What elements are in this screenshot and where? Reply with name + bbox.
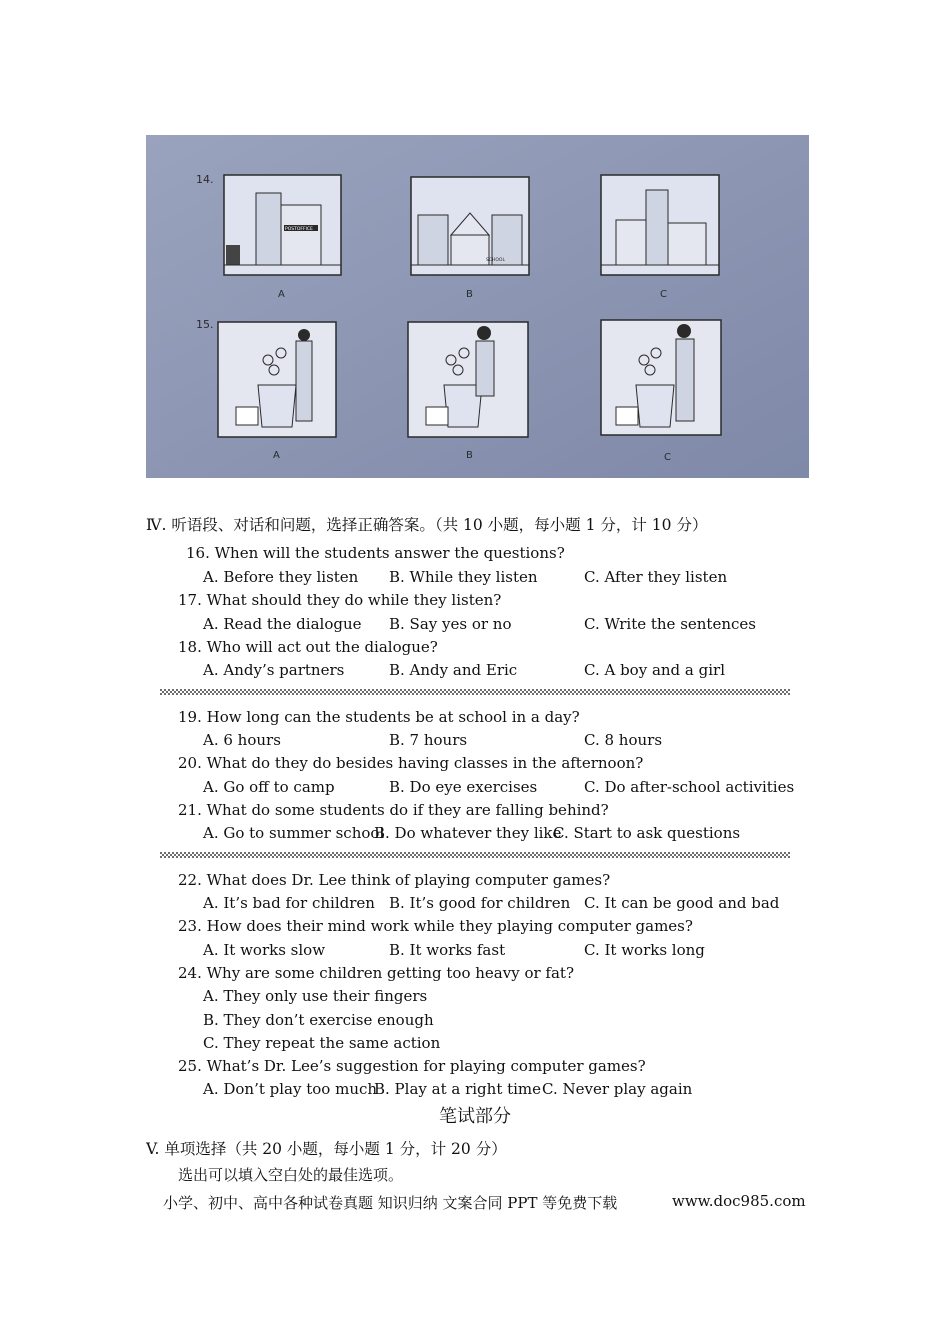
q15-picture-b: [408, 322, 528, 437]
question-16: 16. When will the students answer the questions?: [186, 544, 565, 562]
q20-option-b[interactable]: B. Do eye exercises: [389, 778, 538, 796]
q15-label: 15.: [196, 318, 214, 331]
q24-option-b[interactable]: B. They don’t exercise enough: [203, 1011, 434, 1029]
question-23: 23. How does their mind work while they playing computer games?: [178, 917, 693, 935]
section4-heading: Ⅳ. 听语段、对话和问题，选择正确答案。（共 10 小题，每小题 1 分，计 10 分）: [146, 516, 708, 534]
q25-option-a[interactable]: A. Don’t play too much: [203, 1080, 378, 1098]
separator-2: [160, 852, 790, 858]
section5-heading: V. 单项选择（共 20 小题，每小题 1 分，计 20 分）: [146, 1140, 507, 1158]
q21-option-a[interactable]: A. Go to summer school: [203, 824, 385, 842]
q14-picture-a: [224, 175, 341, 275]
q14-label-c: C: [660, 289, 667, 300]
q20-option-a[interactable]: A. Go off to camp: [203, 778, 335, 796]
question-21: 21. What do some students do if they are falling behind?: [178, 801, 609, 819]
q18-option-a[interactable]: A. Andy’s partners: [203, 661, 345, 679]
q14-label-a: A: [278, 289, 285, 300]
q14-label-b: B: [466, 289, 473, 300]
footer: [163, 1192, 806, 1213]
question-17: 17. What should they do while they listen?: [178, 591, 502, 609]
q19-option-b[interactable]: B. 7 hours: [389, 731, 468, 749]
separator-1: [160, 689, 790, 695]
q18-option-c[interactable]: C. A boy and a girl: [584, 661, 726, 679]
q21-option-c[interactable]: C. Start to ask questions: [553, 824, 741, 842]
q15-label-a: A: [273, 450, 280, 461]
q23-option-a[interactable]: A. It works slow: [203, 941, 326, 959]
q19-option-a[interactable]: A. 6 hours: [203, 731, 281, 749]
q22-option-a[interactable]: A. It’s bad for children: [203, 894, 375, 912]
q16-option-b[interactable]: B. While they listen: [389, 568, 538, 586]
exam-picture-photo: [146, 135, 809, 478]
written-part-title: 笔试部分: [439, 1106, 511, 1127]
q15-picture-a: [218, 322, 336, 437]
q16-option-c[interactable]: C. After they listen: [584, 568, 728, 586]
q17-option-c[interactable]: C. Write the sentences: [584, 615, 756, 633]
q22-option-c[interactable]: C. It can be good and bad: [584, 894, 780, 912]
q15-picture-c: [601, 320, 721, 435]
q16-option-a[interactable]: A. Before they listen: [203, 568, 359, 586]
q14-b-sign: SCHOOL: [486, 258, 505, 263]
q18-option-b[interactable]: B. Andy and Eric: [389, 661, 518, 679]
q15-label-b: B: [466, 450, 473, 461]
q17-option-a[interactable]: A. Read the dialogue: [203, 615, 362, 633]
q19-option-c[interactable]: C. 8 hours: [584, 731, 663, 749]
section5-instruction: 选出可以填入空白处的最佳选项。: [178, 1166, 404, 1184]
q14-label: 14.: [196, 173, 214, 186]
q15-label-c: C: [664, 452, 671, 463]
q14-picture-c: [601, 175, 719, 275]
q21-option-b[interactable]: B. Do whatever they like: [374, 824, 562, 842]
question-25: 25. What’s Dr. Lee’s suggestion for playing computer games?: [178, 1057, 646, 1075]
q20-option-c[interactable]: C. Do after-school activities: [584, 778, 795, 796]
q17-option-b[interactable]: B. Say yes or no: [389, 615, 512, 633]
q25-option-c[interactable]: C. Never play again: [542, 1080, 693, 1098]
question-19: 19. How long can the students be at school in a day?: [178, 708, 580, 726]
q22-option-b[interactable]: B. It’s good for children: [389, 894, 571, 912]
question-22: 22. What does Dr. Lee think of playing computer games?: [178, 871, 611, 889]
footer-url[interactable]: www.doc985.com: [672, 1192, 806, 1210]
q24-option-c[interactable]: C. They repeat the same action: [203, 1034, 441, 1052]
q23-option-b[interactable]: B. It works fast: [389, 941, 506, 959]
q14-picture-b: [411, 177, 529, 275]
q23-option-c[interactable]: C. It works long: [584, 941, 705, 959]
question-18: 18. Who will act out the dialogue?: [178, 638, 438, 656]
footer-text: 小学、初中、高中各种试卷真题 知识归纳 文案合同 PPT 等免费下载: [163, 1194, 618, 1212]
question-24: 24. Why are some children getting too heavy or fat?: [178, 964, 574, 982]
question-20: 20. What do they do besides having classes in the afternoon?: [178, 754, 644, 772]
q25-option-b[interactable]: B. Play at a right time: [374, 1080, 542, 1098]
q14-a-sign: POSTOFFICE: [285, 227, 313, 232]
q24-option-a[interactable]: A. They only use their fingers: [203, 987, 428, 1005]
